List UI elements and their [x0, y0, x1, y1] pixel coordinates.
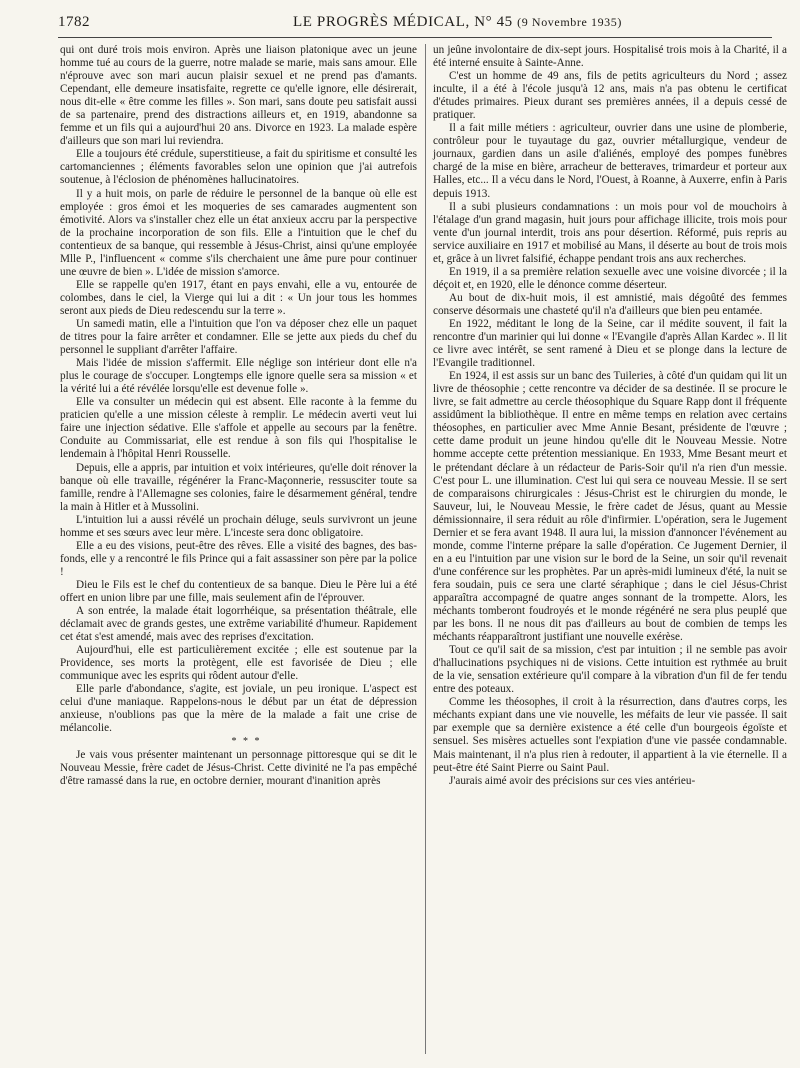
paragraph: Un samedi matin, elle a l'intuition que l'on va déposer chez elle un paquet de titres pour la faire arrêter et condamner. Elle se jette aux pieds du chef du personnel le suppliant d'arrêter l'affaire. — [60, 317, 417, 357]
paragraph: Depuis, elle a appris, par intuition et voix intérieures, qu'elle doit rénover la banque où elle travaille, régénérer la Franc-Maçonnerie, ressusciter toute sa famille, rendre à l'Allemagne ses colonies, faire le désarmement général, tendre la main à Hitler et à Mussolini. — [60, 461, 417, 513]
journal-name: LE PROGRÈS MÉDICAL, — [293, 14, 470, 30]
paragraph: Au bout de dix-huit mois, il est amnistié, mais dégoûté des femmes conserve désormais une chasteté qu'il n'a d'ailleurs que bien peu entamée. — [433, 291, 787, 317]
issue-date: (9 Novembre 1935) — [517, 15, 622, 29]
paragraph: Il a fait mille métiers : agriculteur, ouvrier dans une usine de plomberie, contrôleur pour le tuyautage du gaz, ouvrier métallurgique, vendeur de journaux, gardien dans un asile d'aliénés, employé des pompes funèbres chargé de la mise en bière, arracheur de betteraves, trimardeur et porteur aux Halles, etc... Il a vécu dans le Nord, l'Ouest, à Roanne, à Auxerre, enfin à Paris depuis 1913. — [433, 122, 787, 200]
paragraph: En 1924, il est assis sur un banc des Tuileries, à côté d'un quidam qui lit un livre de théosophie ; cette rencontre va décider de sa destinée. Il se procure le livre, se fait admettre au cercle théosophique du Square Rapp dont il fréquente assidûment la bibliothèque. Il entre en même temps en relation avec certains théosophes, en particulier avec Mme Annie Besant, présidente de l'œuvre ; cette dame produit un jeune hindou qu'elle dit le Nouveau Messie. Notre homme accepte cette prétention messianique. En 1933, Mme Besant meurt et le prétendant déclare à un rédacteur de Paris-Soir qu'il n'a rien d'un messie. C'est pour L. une illumination. C'est lui qui sera ce nouveau Messie. Il se sert de comparaisons chirurgicales : Jésus-Christ est le chirurgien du monde, le Sauveur, lui, le Nouveau Messie, le frère cadet de Jésus, quant au Messie démissionnaire, il sera réduit au rôle d'infirmier. L'opération, sera le Jugement Dernier et se fera avant 1948. Il aura lui, la mission d'annoncer l'événement au monde, comme l'interne prépare la salle d'opération. Ce Jugement Dernier, il en a eu l'intuition par une vision sur le bord de la Seine, un soir qu'il revenait d'une conférence sur les prophètes. Par un après-midi lumineux d'été, la nuit se fera soudain, puis ce sera une clarté séraphique ; dans le ciel Jésus-Christ apparaîtra accompagné de quatre anges sonnant de la trompette. Alors, les méchants tomberont foudroyés et le monde régénéré ne sera plus peuplé que par les bons. Il ne nous dit pas d'ailleurs au bout de combien de temps les méchants réapparaîtront justifiant une nouvelle exérèse. — [433, 370, 787, 644]
page-header — [58, 14, 772, 36]
paragraph: Mais l'idée de mission s'affermit. Elle néglige son intérieur dont elle n'a plus le courage de s'occuper. Longtemps elle ignore quelle sera sa mission « et la vérité lui a été révélée lorsqu'elle est devenue folle ». — [60, 357, 417, 396]
paragraph: Il a subi plusieurs condamnations : un mois pour vol de mouchoirs à l'étalage d'un grand magasin, huit jours pour affichage illicite, trois mois pour vente d'un journal interdit, trois ans pour désertion. Réformé, puis repris au service auxiliaire en 1917 et mobilisé au Mans, il déserte au bout de trois mois et, grâce à un livret falsifié, échappe pendant trois ans aux recherches. — [433, 200, 787, 265]
paragraph: L'intuition lui a aussi révélé un prochain déluge, seuls survivront un jeune homme et ses sœurs avec leur mère. L'inceste sera donc obligatoire. — [60, 513, 417, 539]
paragraph: A son entrée, la malade était logorrhéique, sa présentation théâtrale, elle déclamait avec de grands gestes, une extrême variabilité d'humeur. Rapidement cet état s'est amendé, mais avec des reprises d'excitation. — [60, 605, 417, 644]
paragraph: Elle a toujours été crédule, superstitieuse, a fait du spiritisme et consulté les cartomanciennes ; éléments favorables selon une opinion que j'ai autrefois soutenue, à l'éclosion de phénomènes hallucinatoires. — [60, 148, 417, 187]
header-rule — [58, 37, 772, 38]
right-column — [433, 44, 787, 788]
paragraph: Je vais vous présenter maintenant un personnage pittoresque qui se dit le Nouveau Messie, frère cadet de Jésus-Christ. Cette divinité ne l'a pas empêché d'être ramassé dans la rue, en octobre dernier, mourant d'inanition après — [60, 748, 417, 787]
paragraph: Elle parle d'abondance, s'agite, est joviale, un peu ironique. L'aspect est celui d'une maniaque. Rappelons-nous le début par un état de dépression anxieuse, n'oublions pas que la mère de la malade a fait une crise de mélancolie. — [60, 683, 417, 735]
paragraph: En 1922, méditant le long de la Seine, car il médite souvent, il fait la rencontre d'un marinier qui lui donne « l'Evangile d'après Allan Kardec ». Il lit ce livre avec intérêt, se sent ramené à Dieu et se plonge dans la lecture de l'Evangile traditionnel. — [433, 317, 787, 370]
paragraph: Tout ce qu'il sait de sa mission, c'est par intuition ; il ne semble pas avoir d'hallucinations psychiques ni de visions. Cette intuition est rythmée au bruit de la vie, sensation extérieure qu'il compare à la vibration d'un fil de fer tendu entre des poteaux. — [433, 644, 787, 696]
column-separator — [425, 44, 426, 1054]
paragraph: un jeûne involontaire de dix-sept jours. Hospitalisé trois mois à la Charité, il a été interné ensuite à Sainte-Anne. — [433, 44, 787, 70]
paragraph: Elle a eu des visions, peut-être des rêves. Elle a visité des bagnes, des bas-fonds, elle y a rencontré le fils Prince qui a fait assassiner son père par la police ! — [60, 539, 417, 578]
paragraph: Comme les théosophes, il croit à la résurrection, dans d'autres corps, les méchants expiant dans une vie nouvelle, les méfaits de leur vie passée. Il sait par exemple que sa dernière existence a été celle d'un bourgeois égoïste et sensuel. Ses misères actuelles sont l'expiation d'une vie passée condamnable. Mais maintenant, il n'a plus rien à redouter, il appartient à la vie éternelle. Il a peut-être été Saint Pierre ou Saint Paul. — [433, 696, 787, 774]
running-title — [293, 14, 622, 31]
paragraph: qui ont duré trois mois environ. Après une liaison platonique avec un jeune homme tué au cours de la guerre, notre malade se marie, mais sans amour. Elle n'éprouve avec son mari aucun plaisir sexuel et ne prend pas d'amants. Cependant, elle demeure insatisfaite, regrette ce qu'elle ignore, elle désirerait, nous dit-elle « être comme les filles ». Son mari, sans doute peu satisfait aussi de sa partenaire, prend des distractions ailleurs et, en 1919, abandonne sa femme et un fils qui a aujourd'hui 20 ans. Divorce en 1923. La malade espère d'ailleurs que son mari lui reviendra. — [60, 44, 417, 148]
left-column — [60, 44, 417, 788]
paragraph: Elle se rappelle qu'en 1917, étant en pays envahi, elle a vu, entourée de colombes, dans le ciel, la Vierge qui lui a dit : « Un jour tous les hommes seront aux pieds de Dieu redescendu sur la terre ». — [60, 278, 417, 317]
page-number: 1782 — [58, 14, 90, 30]
paragraph: En 1919, il a sa première relation sexuelle avec une voisine divorcée ; il la déçoit et, en 1920, elle le dénonce comme déserteur. — [433, 265, 787, 291]
paragraph: C'est un homme de 49 ans, fils de petits agriculteurs du Nord ; assez inculte, il a été à l'école jusqu'à 12 ans, mais n'a pas obtenu le certificat d'études primaires. Pieux durant ses premières années, il a depuis cessé de pratiquer. — [433, 70, 787, 122]
section-separator: * * * — [231, 736, 262, 748]
paragraph: Dieu le Fils est le chef du contentieux de sa banque. Dieu le Père lui a été offert en union libre par une fille, mais seulement afin de l'éprouver. — [60, 578, 417, 604]
issue-number: N° 45 — [474, 14, 513, 30]
paragraph: Il y a huit mois, on parle de réduire le personnel de la banque où elle est employée : gros émoi et les moqueries de ses camarades augmentent son émotivité. Alors va s'installer chez elle un état anxieux accru par la perspective de la prochaine incorporation de son fils. Elle a l'intuition que le chef du contentieux de sa banque, qui ressemble à Jésus-Christ, ainsi qu'une employée Mlle P., l'influencent « comme s'ils cherchaient une âme pure pour continuer une œuvre de bien ». L'idée de mission s'amorce. — [60, 187, 417, 278]
paragraph: Elle va consulter un médecin qui est absent. Elle raconte à la femme du praticien qu'elle a une mission céleste à remplir. Le médecin averti veut lui faire une injection sédative. Elle s'affole et appelle au secours par la fenêtre. Conduite au Commissariat, elle est rendue à son fils qui l'hospitalise le lendemain à l'hôpital Henri Rousselle. — [60, 396, 417, 461]
paragraph: Aujourd'hui, elle est particulièrement excitée ; elle est soutenue par la Providence, ses morts la protègent, elle est favorisée de Dieu ; elle communique avec les esprits qui rôdent autour d'elle. — [60, 644, 417, 683]
paragraph: J'aurais aimé avoir des précisions sur ces vies antérieu- — [449, 774, 696, 787]
